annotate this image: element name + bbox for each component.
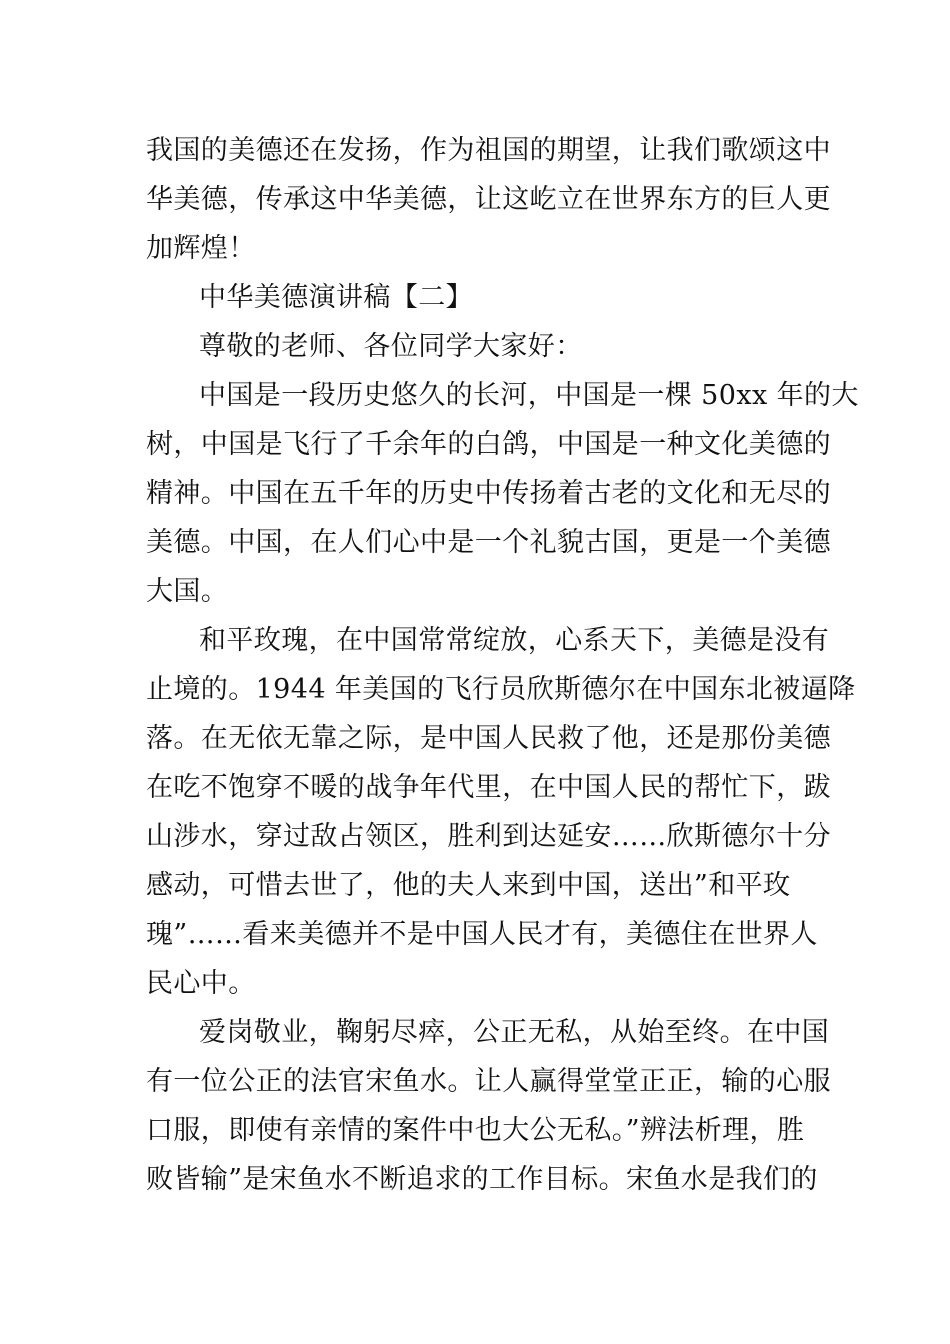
text-line: 感动，可惜去世了，他的夫人来到中国，送出”和平玫 (146, 870, 791, 901)
text-line: 树，中国是飞行了千余年的白鸽，中国是一种文化美德的 (146, 429, 831, 460)
text-line: 山涉水，穿过敌占领区，胜利到达延安……欣斯德尔十分 (146, 821, 831, 852)
text-line: 口服，即使有亲情的案件中也大公无私。”辨法析理，胜 (146, 1115, 805, 1146)
text-line: 爱岗敬业，鞠躬尽瘁，公正无私，从始至终。在中国 (199, 1017, 830, 1048)
text-line: 有一位公正的法官宋鱼水。让人赢得堂堂正正，输的心服 (146, 1066, 831, 1097)
text-line: 加辉煌！ (146, 233, 256, 264)
text-line: 我国的美德还在发扬，作为祖国的期望，让我们歌颂这中 (146, 135, 831, 166)
text-line: 美德。中国，在人们心中是一个礼貌古国，更是一个美德 (146, 527, 831, 558)
text-line: 败皆输”是宋鱼水不断追求的工作目标。宋鱼水是我们的 (146, 1164, 818, 1195)
text-line: 民心中。 (146, 968, 256, 999)
text-line: 和平玫瑰，在中国常常绽放，心系天下，美德是没有 (199, 625, 830, 656)
section-heading: 中华美德演讲稿【二】 (199, 282, 473, 313)
text-line: 止境的。1944 年美国的飞行员欣斯德尔在中国东北被逼降 (146, 674, 856, 705)
salutation: 尊敬的老师、各位同学大家好： (199, 331, 583, 362)
text-line: 中国是一段历史悠久的长河，中国是一棵 50xx 年的大 (199, 380, 859, 411)
text-line: 落。在无依无靠之际，是中国人民救了他，还是那份美德 (146, 723, 831, 754)
text-line: 瑰”……看来美德并不是中国人民才有，美德住在世界人 (146, 919, 818, 950)
document-body (146, 126, 859, 1204)
text-line: 精神。中国在五千年的历史中传扬着古老的文化和无尽的 (146, 478, 831, 509)
text-line: 在吃不饱穿不暖的战争年代里，在中国人民的帮忙下，跋 (146, 772, 831, 803)
text-line: 华美德，传承这中华美德，让这屹立在世界东方的巨人更 (146, 184, 831, 215)
text-line: 大国。 (146, 576, 229, 607)
